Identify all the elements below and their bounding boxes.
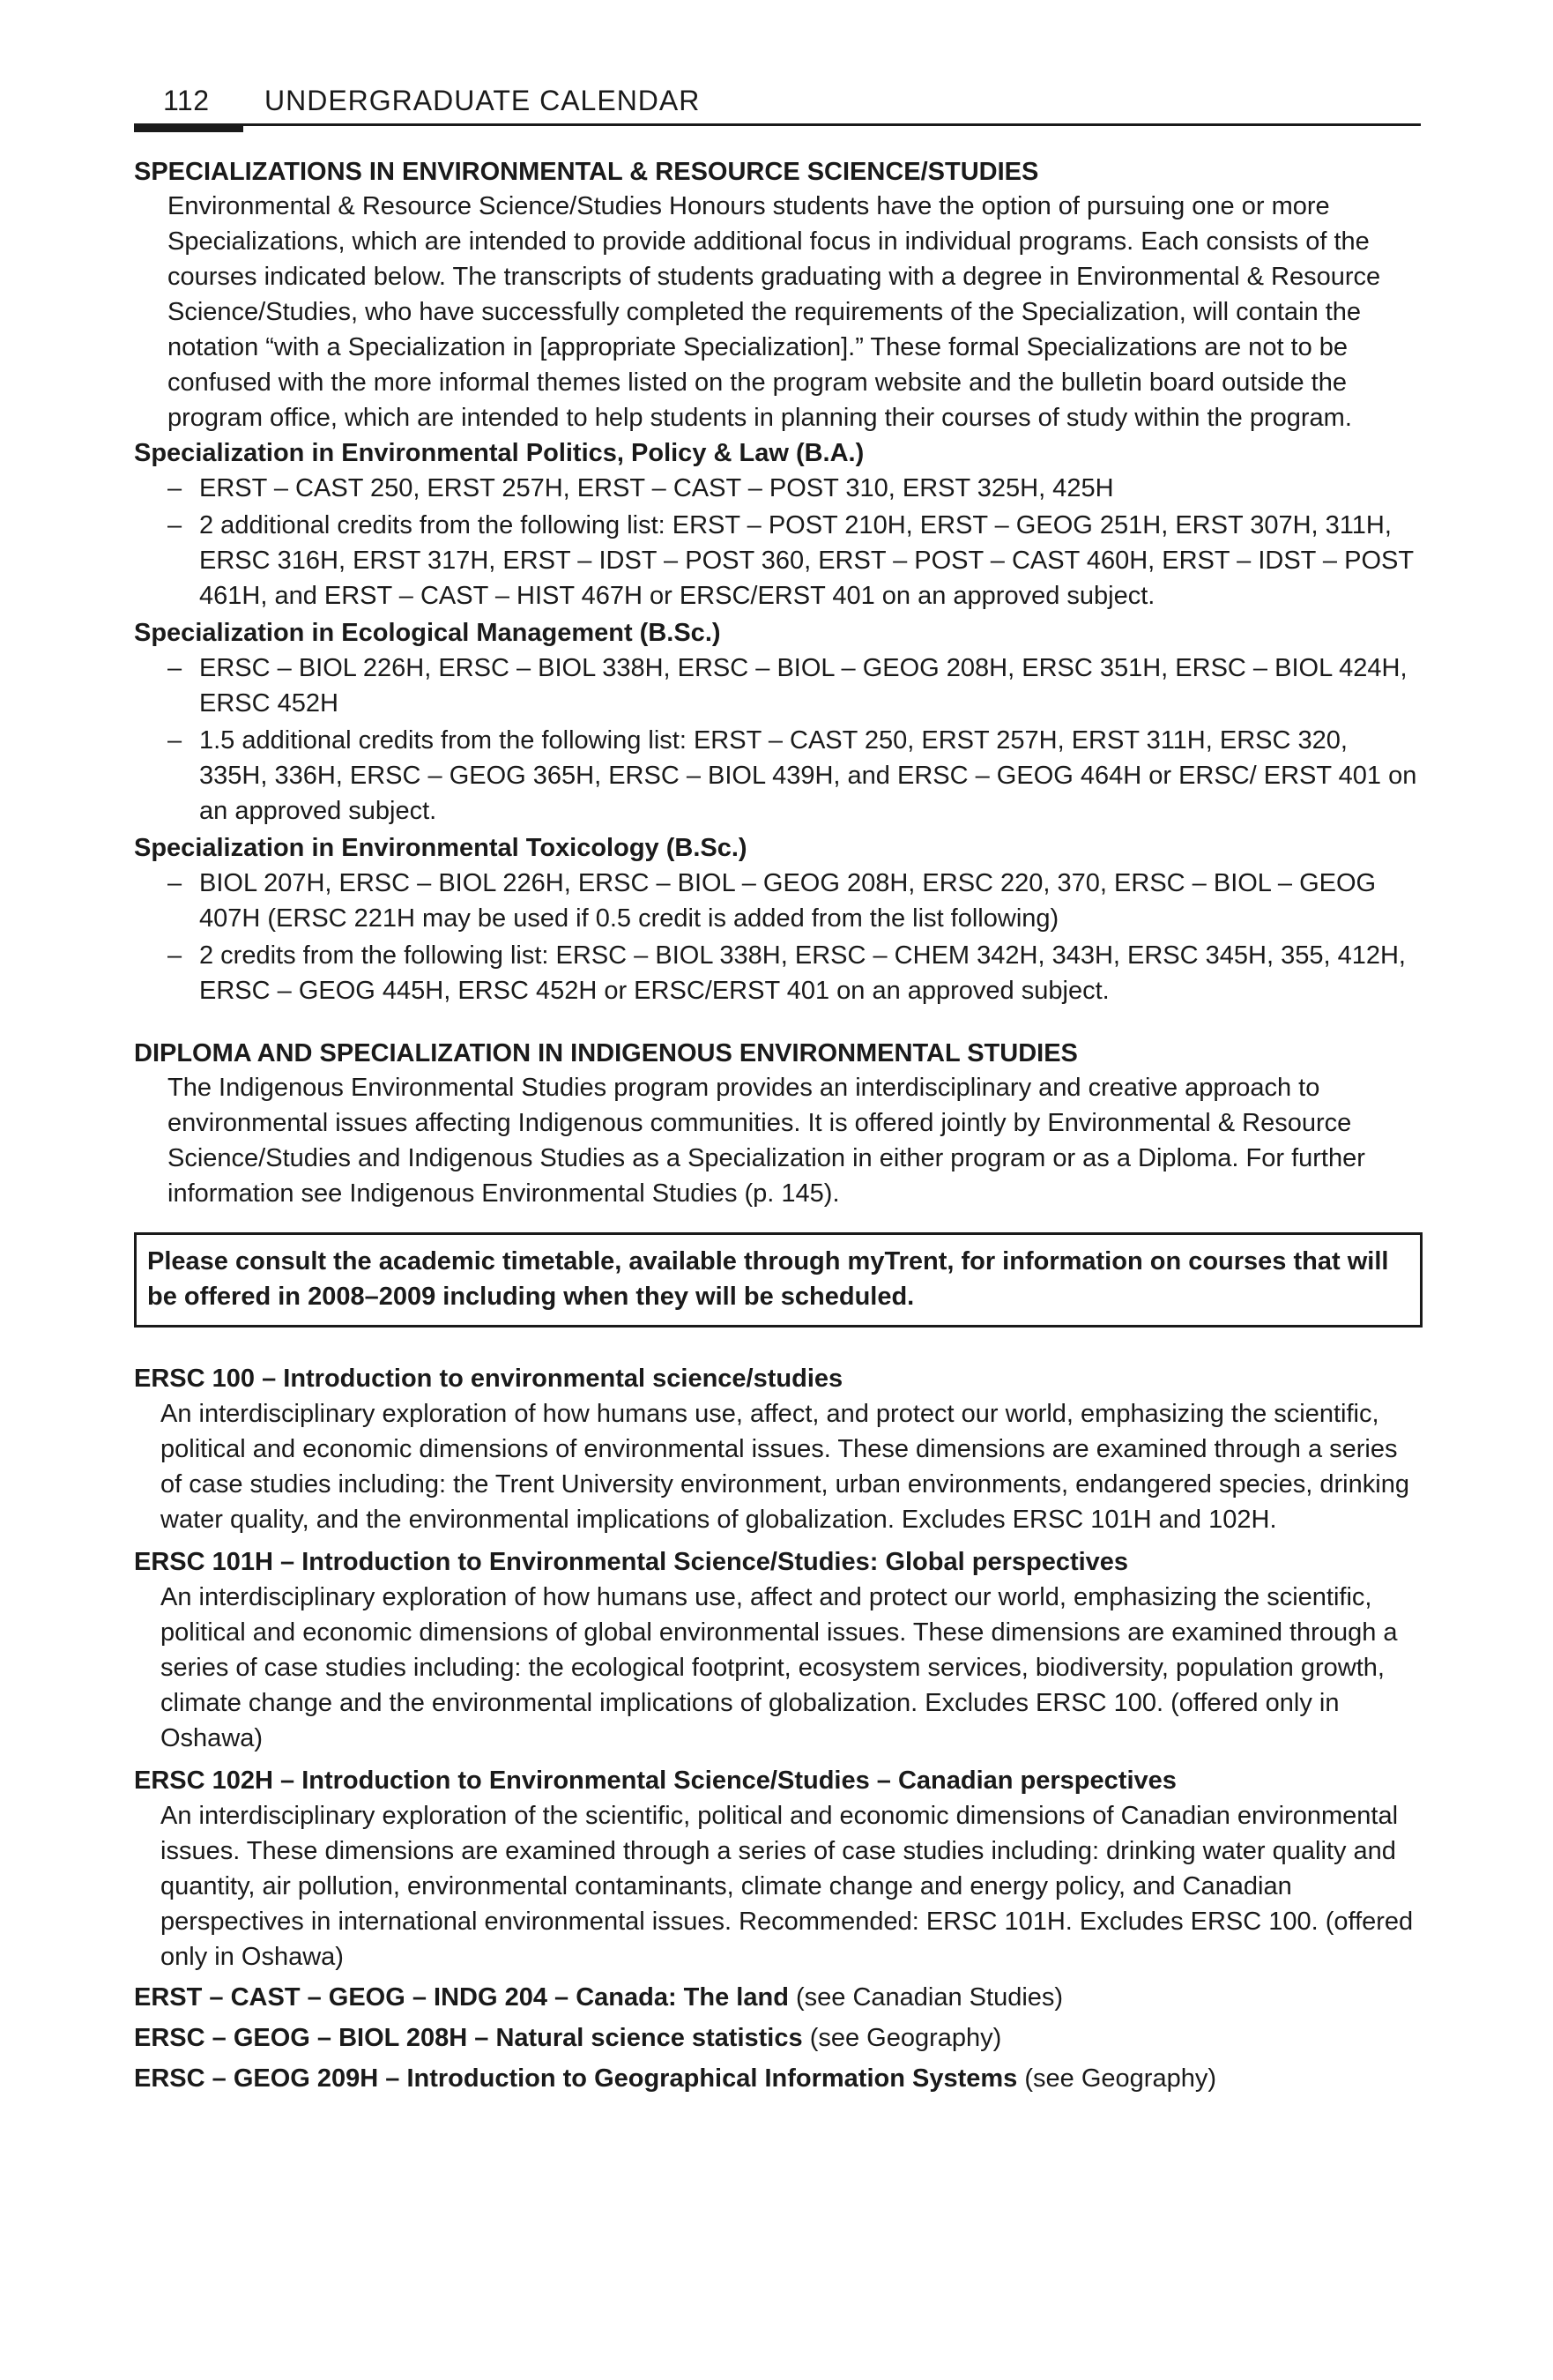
specialization-title: Specialization in Environmental Politics, Policy & Law (B.A.) bbox=[134, 439, 865, 467]
page-content bbox=[134, 155, 1423, 2096]
requirement-list bbox=[134, 866, 1423, 1008]
course-title: ERSC 101H – Introduction to Environmental Science/Studies: Global perspectives bbox=[134, 1548, 1129, 1576]
course-title: ERSC 102H – Introduction to Environmental Science/Studies – Canadian perspectives bbox=[134, 1766, 1177, 1795]
list-item bbox=[134, 866, 1423, 936]
specialization-title: Specialization in Environmental Toxicology (B.Sc.) bbox=[134, 834, 747, 862]
course-list bbox=[134, 1361, 1423, 2096]
requirement-list bbox=[134, 471, 1423, 614]
course-description: An interdisciplinary exploration of how humans use, affect, and protect our world, emphasizing the scientific, political and economic dimensions of environmental issues. These dimensions are examined through a series of case studies including: the Trent University environment, urban environments, endangered species, drinking water quality, and the environmental implications of globalization. Excludes ERSC 101H and 102H. bbox=[160, 1400, 1409, 1534]
course-cross-reference bbox=[134, 1980, 1423, 2015]
list-item-text: ERST – CAST 250, ERST 257H, ERST – CAST – POST 310, ERST 325H, 425H bbox=[199, 474, 1114, 502]
page-number: 112 bbox=[163, 85, 210, 116]
specialization-block bbox=[134, 435, 1423, 614]
course-cross-reference bbox=[134, 2061, 1423, 2096]
diploma-section bbox=[134, 1037, 1423, 1211]
specialization-block bbox=[134, 615, 1423, 829]
list-item bbox=[134, 651, 1423, 721]
course-title: ERSC 100 – Introduction to environmental science/studies bbox=[134, 1365, 843, 1393]
course-cross-reference bbox=[134, 2020, 1423, 2056]
xref-see: (see Geography) bbox=[809, 2024, 1002, 2052]
dash-bullet: – bbox=[167, 726, 182, 755]
section-spacer bbox=[134, 1010, 1423, 1037]
header-rule bbox=[134, 123, 1421, 126]
list-item-text: 1.5 additional credits from the following list: ERST – CAST 250, ERST 257H, ERST 311H, ERSC 320, 335H, 336H, ERSC – GEOG 365H, ERSC – BIOL 439H, and ERSC – GEOG 464H or ERSC/ ERST 401 on an approved subject. bbox=[199, 726, 1417, 825]
xref-title: ERSC – GEOG – BIOL 208H – Natural science statistics bbox=[134, 2024, 803, 2052]
specialization-block bbox=[134, 830, 1423, 1008]
requirement-list bbox=[134, 651, 1423, 829]
timetable-notice: Please consult the academic timetable, available through myTrent, for information on courses that will be offered in 2008–2009 including when they will be scheduled. bbox=[134, 1232, 1423, 1328]
dash-bullet: – bbox=[167, 474, 182, 502]
xref-title: ERSC – GEOG 209H – Introduction to Geographical Information Systems bbox=[134, 2064, 1018, 2093]
xref-see: (see Canadian Studies) bbox=[795, 1983, 1064, 2012]
list-item-text: ERSC – BIOL 226H, ERSC – BIOL 338H, ERSC – BIOL – GEOG 208H, ERSC 351H, ERSC – BIOL 424H, ERSC 452H bbox=[199, 654, 1408, 718]
list-item bbox=[134, 471, 1423, 506]
dash-bullet: – bbox=[167, 511, 182, 539]
page-header bbox=[134, 81, 1421, 130]
section-spacer bbox=[134, 1328, 1423, 1354]
dash-bullet: – bbox=[167, 654, 182, 682]
xref-title: ERST – CAST – GEOG – INDG 204 – Canada: The land bbox=[134, 1983, 789, 2012]
list-item-text: BIOL 207H, ERSC – BIOL 226H, ERSC – BIOL – GEOG 208H, ERSC 220, 370, ERSC – BIOL – GEOG 407H (ERSC 221H may be used if 0.5 credit is added from the list following) bbox=[199, 869, 1377, 933]
course-description: An interdisciplinary exploration of how humans use, affect and protect our world, emphasizing the scientific, political and economic dimensions of global environmental issues. These dimensions are examined through a series of case studies including: the ecological footprint, ecosystem services, biodiversity, population growth, climate change and the environmental implications of globalization. Excludes ERSC 100. (offered only in Oshawa) bbox=[160, 1583, 1398, 1752]
section-text: The Indigenous Environmental Studies program provides an interdisciplinary and creative approach to environmental issues affecting Indigenous communities. It is offered jointly by Environmental & Resource Science/Studies and Indigenous Studies as a Specialization in either program or as a Diploma. For further information see Indigenous Environmental Studies (p. 145). bbox=[167, 1074, 1365, 1208]
header-title: UNDERGRADUATE CALENDAR bbox=[264, 85, 701, 116]
course-description: An interdisciplinary exploration of the scientific, political and economic dimensions of Canadian environmental issues. These dimensions are examined through a series of case studies including: drinking water quality and quantity, air pollution, environmental contaminants, climate change and energy policy, and Canadian perspectives in international environmental issues. Recommended: ERSC 101H. Excludes ERSC 100. (offered only in Oshawa) bbox=[160, 1802, 1414, 1971]
list-item bbox=[134, 508, 1423, 614]
course-entry bbox=[134, 1763, 1423, 1975]
dash-bullet: – bbox=[167, 869, 182, 897]
specializations-section bbox=[134, 155, 1423, 1008]
list-item-text: 2 additional credits from the following list: ERST – POST 210H, ERST – GEOG 251H, ERST 307H, 311H, ERSC 316H, ERST 317H, ERST – IDST – POST 360, ERST – POST – CAST 460H, ERST – IDST – POST 461H, and ERST – CAST – HIST 467H or ERSC/ERST 401 on an approved subject. bbox=[199, 511, 1414, 610]
course-entry bbox=[134, 1361, 1423, 1537]
list-item-text: 2 credits from the following list: ERSC – BIOL 338H, ERSC – CHEM 342H, 343H, ERSC 345H, 355, 412H, ERSC – GEOG 445H, ERSC 452H or ERSC/ERST 401 on an approved subject. bbox=[199, 941, 1406, 1005]
course-entry bbox=[134, 1544, 1423, 1756]
section-title: DIPLOMA AND SPECIALIZATION IN INDIGENOUS ENVIRONMENTAL STUDIES bbox=[134, 1039, 1078, 1067]
specialization-title: Specialization in Ecological Management (B.Sc.) bbox=[134, 619, 721, 647]
list-item bbox=[134, 938, 1423, 1008]
section-title: SPECIALIZATIONS IN ENVIRONMENTAL & RESOURCE SCIENCE/STUDIES bbox=[134, 158, 1039, 186]
section-intro: Environmental & Resource Science/Studies Honours students have the option of pursuing one or more Specializations, which are intended to provide additional focus in individual programs. Each consists of the courses indicated below. The transcripts of students graduating with a degree in Environmental & Resource Science/Studies, who have successfully completed the requirements of the Specialization, will contain the notation “with a Specialization in [appropriate Specialization].” These formal Specializations are not to be confused with the more informal themes listed on the program website and the bulletin board outside the program office, which are intended to help students in planning their courses of study within the program. bbox=[167, 192, 1381, 432]
dash-bullet: – bbox=[167, 941, 182, 970]
xref-see: (see Geography) bbox=[1024, 2064, 1216, 2093]
list-item bbox=[134, 723, 1423, 829]
header-tab-mark bbox=[134, 123, 243, 132]
